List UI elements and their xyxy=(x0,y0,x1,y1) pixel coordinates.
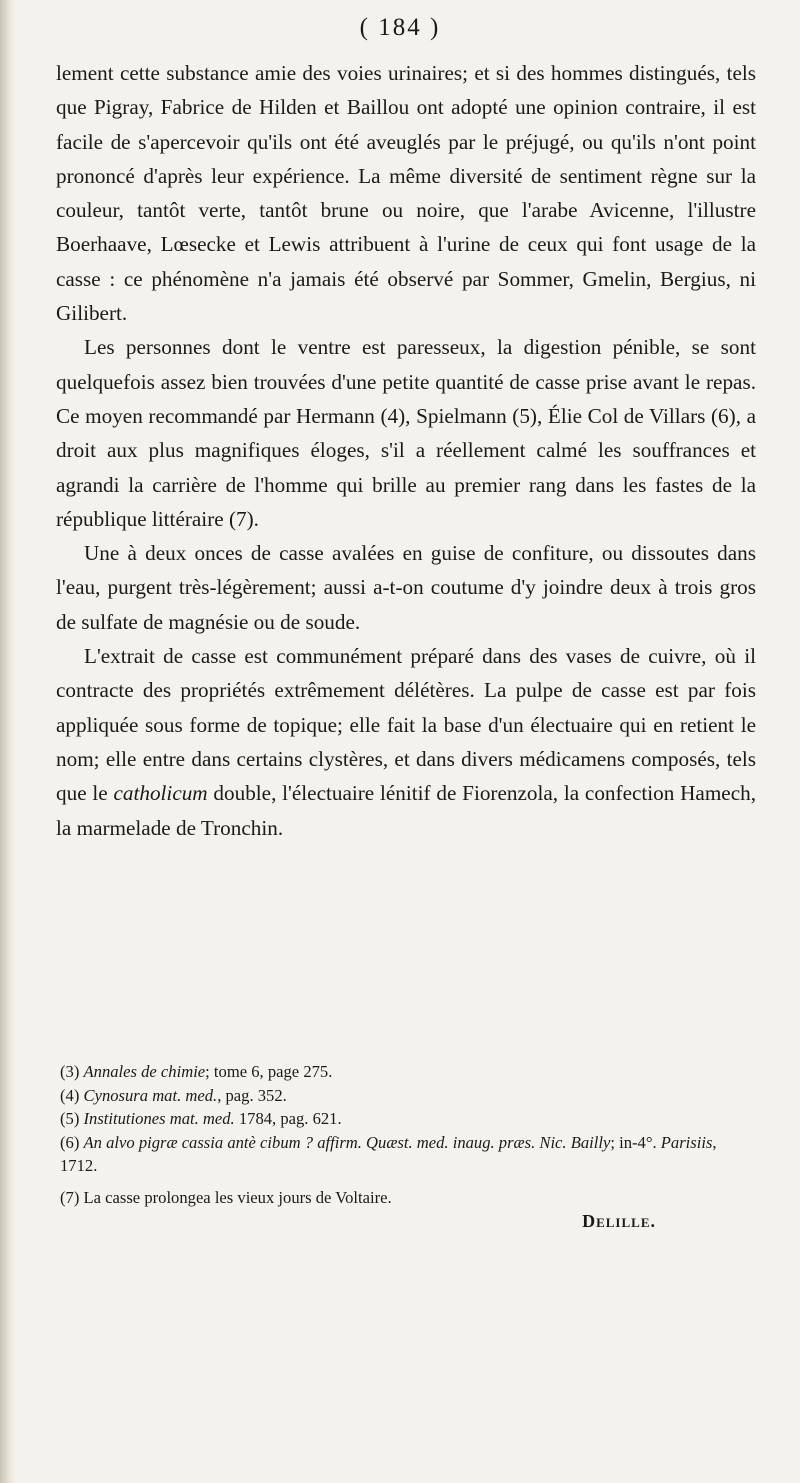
footnote-number: (4) xyxy=(60,1085,80,1105)
footnote-4 xyxy=(56,1084,756,1108)
page-number: ( 184 ) xyxy=(359,14,441,41)
paragraph-3: Une à deux onces de casse avalées en guise de confiture, ou dissoutes dans l'eau, purgent très-légèrement; aussi a-t-on coutume d'y joindre deux à trois gros de sulfate de magnésie ou de soude. xyxy=(56,541,756,634)
footnote-title: An alvo pigræ cassia antè cibum ? affirm. Quæst. med. inaug. præs. Nic. Bailly xyxy=(83,1132,611,1152)
footnote-6 xyxy=(56,1131,756,1178)
footnote-5 xyxy=(56,1107,756,1131)
footnote-place: Parisiis xyxy=(660,1132,713,1152)
paragraph-1: lement cette substance amie des voies urinaires; et si des hommes distingués, tels que Pigray, Fabrice de Hilden et Baillou ont adopté une opinion contraire, il est facile de s'apercevoir qu'ils ont été aveuglés par le préjugé, ou qu'ils n'ont point prononcé d'après leur expérience. La même diversité de sentiment règne sur la couleur, tantôt verte, tantôt brune ou noire, que l'arabe Avicenne, l'illustre Boerhaave, Lœsecke et Lewis attribuent à l'urine de ceux qui font usage de la casse : ce phénomène n'a jamais été observé par Sommer, Gmelin, Bergius, ni Gilibert. xyxy=(56,61,756,326)
footnote-title: Cynosura mat. med. xyxy=(83,1085,218,1105)
footnote-text: 1784, pag. 621. xyxy=(234,1109,342,1129)
footnote-number: (7) xyxy=(60,1187,80,1207)
footnote-signature: Delille. xyxy=(582,1210,656,1231)
footnote-text: La casse prolongea les vieux jours de Voltaire. xyxy=(83,1187,392,1207)
footnote-number: (5) xyxy=(60,1109,80,1129)
paragraph-2: Les personnes dont le ventre est paresseux, la digestion pénible, se sont quelquefois assez bien trouvées d'une petite quantité de casse prise avant le repas. Ce moyen recommandé par Hermann (4), Spielmann (5), Élie Col de Villars (6), a droit aux plus magnifiques éloges, s'il a réellement calmé les souffrances et agrandi la carrière de l'homme qui brille au premier rang dans les fastes de la république littéraire (7). xyxy=(56,335,756,531)
footnote-number: (3) xyxy=(60,1062,80,1081)
footnote-3 xyxy=(56,1060,756,1084)
footnote-number: (6) xyxy=(60,1132,80,1152)
footnote-text: ; in-4°. xyxy=(610,1132,661,1152)
footnote-year: , 1712. xyxy=(60,1132,717,1176)
main-text xyxy=(56,56,756,845)
footnote-7 xyxy=(56,1186,756,1210)
footnote-text: , pag. 352. xyxy=(217,1085,287,1105)
footnote-title: Institutiones mat. med. xyxy=(83,1109,235,1129)
page-binding-edge xyxy=(0,0,16,1483)
paragraph-4-text: L'extrait de casse est communément préparé dans des vases de cuivre, où il contracte des propriétés extrêmement délétères. La pulpe de casse est par fois appliquée sous forme de topique; elle fait la base d'un électuaire qui en retient le nom; elle entre dans certains clystères, et dans divers médicamens composés, tels que le xyxy=(56,644,756,806)
footnote-text: ; tome 6, page 275. xyxy=(205,1062,333,1081)
paragraph-4 xyxy=(56,639,756,845)
footnote-title: Annales de chimie xyxy=(83,1062,206,1081)
catholicum-italic: catholicum xyxy=(113,781,208,806)
paragraph-4-end: double, l'électuaire lénitif de Fiorenzola, la confection Hamech, la marmelade de Tronchin. xyxy=(56,781,757,840)
footnotes xyxy=(56,1060,756,1233)
